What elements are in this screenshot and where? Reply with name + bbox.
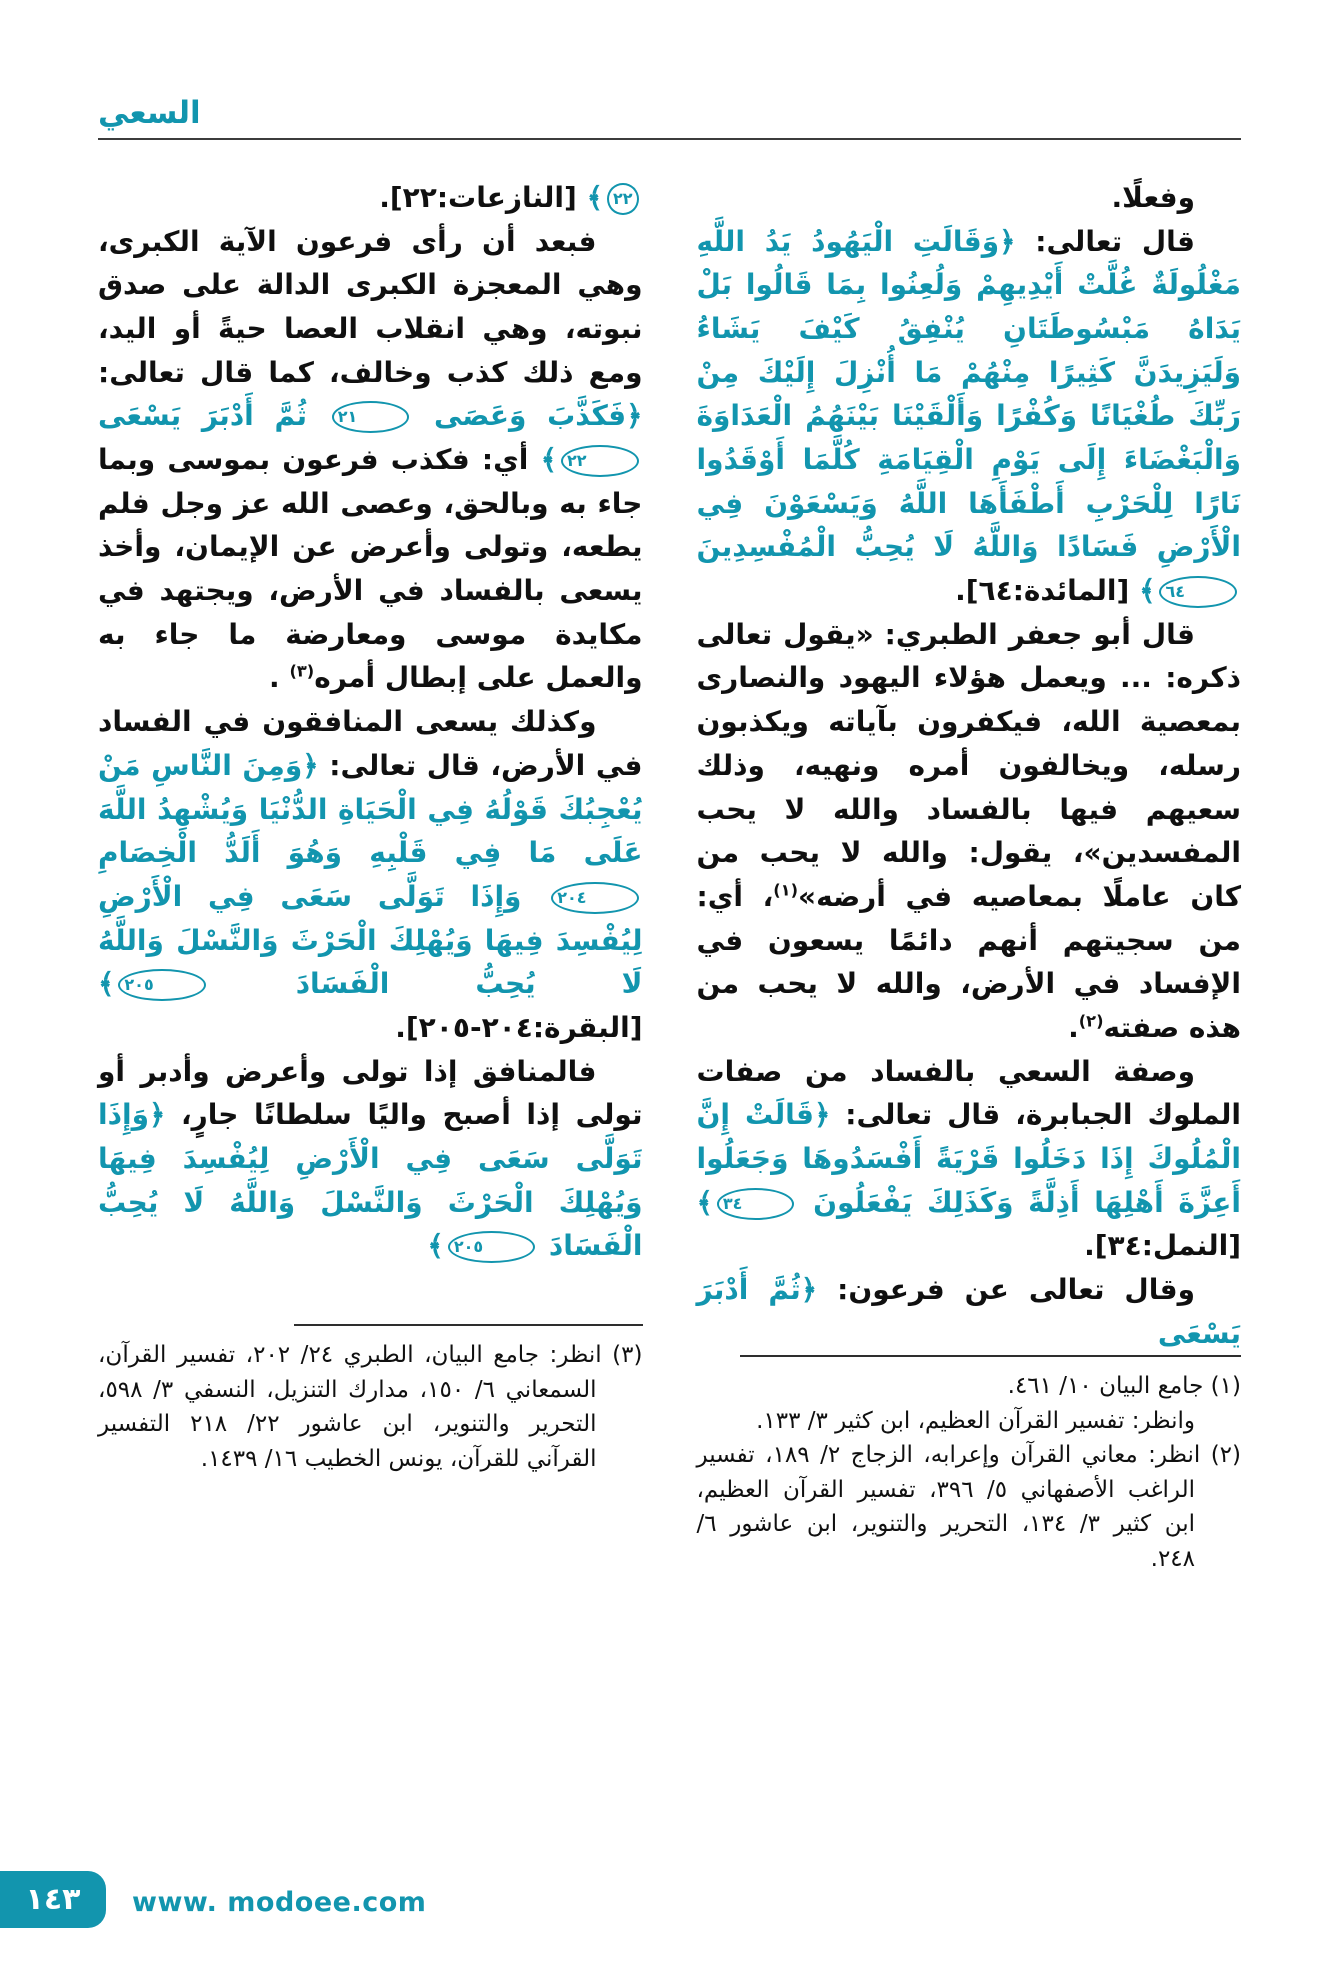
- column-left-footnotes: [98, 1324, 643, 1476]
- column-left-footnote-list: [98, 1338, 643, 1476]
- ayah-number-ornament: ٢١: [332, 401, 410, 433]
- column-right-footnotes: [697, 1355, 1242, 1576]
- ayah-number-ornament: ٢٢: [561, 445, 639, 477]
- body-text: فالمنافق إذا تولى وأعرض وأدبر أو تولى إذا أصبح واليًا سلطانًا جارٍ،: [88, 1054, 643, 1132]
- page-number: ١٤٣: [25, 1882, 81, 1917]
- website-text: www. modoee.com: [132, 1887, 427, 1918]
- quran-verse-text: ﴿قَالَتْ إِنَّ الْمُلُوكَ إِذَا دَخَلُوا قَرْيَةً أَفْسَدُوهَا وَجَعَلُوا أَعِزَّةَ أَهْلِهَا أَذِلَّةً وَكَذَلِكَ يَفْعَلُونَ: [686, 1098, 1241, 1219]
- body-text: .: [1068, 1010, 1079, 1044]
- footnote: (١) جامع البيان ١٠/ ٤٦١.: [1007, 1373, 1241, 1400]
- body-text: وكذلك يسعى المنافقون في الفساد في الأرض، قال تعالى:: [88, 705, 643, 782]
- footnote-marker: (٢): [1078, 1011, 1104, 1031]
- ayah-number-ornament: ٢٠٥: [448, 1231, 535, 1263]
- quran-verse-text: وَإِذَا تَوَلَّى سَعَى فِي الْأَرْضِ لِيُفْسِدَ فِيهَا وَيُهْلِكَ الْحَرْثَ وَالنَّسْلَ وَاللَّهُ لَا يُحِبُّ الْفَسَادَ: [88, 879, 643, 1001]
- paragraph: [686, 220, 1242, 613]
- body-text: وفعلًا.: [1111, 181, 1195, 215]
- quran-verse-text: ﴾: [1139, 574, 1156, 608]
- body-text: أي: فكذب فرعون بموسى وبما جاء به وبالحق، وعصى الله عز وجل فلم يطعه، وتولى وأعرض عن الإيمان، وأخذ يسعى بالفساد في الأرض، ويجتهد في مكايدة موسى ومعارضة ما جاء به والعمل على إبطال أمره: [88, 443, 643, 695]
- footnote: وانظر: تفسير القرآن العظيم، ابن كثير ٣/ ١٣٣.: [756, 1407, 1195, 1434]
- ayah-number-ornament: ٢٠٥: [118, 969, 205, 1001]
- two-column-text-area: [88, 176, 1242, 1572]
- paragraph: [686, 1050, 1242, 1268]
- body-text: قال أبو جعفر الطبري: «يقول تعالى ذكره: ... ويعمل هؤلاء اليهود والنصارى بمعصية الله، فيكفرون بآياته ويكذبون رسله، ويخالفون أمره ونهيه، وذلك سعيهم فيها بالفساد والله لا يحب المفسدين»، يقول: والله لا يحب من كان عاملًا بمعاصيه في أرضه»: [686, 617, 1242, 913]
- quran-verse-text: ﴾: [586, 181, 603, 215]
- paragraph: [686, 1268, 1242, 1355]
- quran-verse-text: ﴾: [98, 967, 115, 1001]
- quran-verse-text: ﴿وَقَالَتِ الْيَهُودُ يَدُ اللَّهِ مَغْلُولَةٌ غُلَّتْ أَيْدِيهِمْ وَلُعِنُوا بِمَا قَالُوا بَلْ يَدَاهُ مَبْسُوطَتَانِ يُنْفِقُ كَيْفَ يَشَاءُ وَلَيَزِيدَنَّ كَثِيرًا مِنْهُمْ مَا أُنْزِلَ إِلَيْكَ مِنْ رَبِّكَ طُغْيَانًا وَكُفْرًا وَأَلْقَيْنَا بَيْنَهُمُ الْعَدَاوَةَ وَالْبَغْضَاءَ إِلَى يَوْمِ الْقِيَامَةِ كُلَّمَا أَوْقَدُوا نَارًا لِلْحَرْبِ أَطْفَأَهَا اللَّهُ وَيَسْعَوْنَ فِي الْأَرْضِ فَسَادًا وَاللَّهُ لَا يُحِبُّ الْمُفْسِدِينَ: [686, 224, 1241, 564]
- footnote-separator-rule: [294, 1324, 642, 1326]
- quran-verse-text: ﴾: [540, 443, 557, 477]
- column-right-paragraphs: [686, 176, 1242, 1355]
- body-text: .: [269, 661, 290, 695]
- verse-reference: [البقرة:٢٠٤-٢٠٥].: [88, 967, 643, 1044]
- paragraph: [697, 176, 1242, 220]
- quran-verse-text: ﴾: [427, 1229, 444, 1263]
- quran-verse-text: ﴿ثُمَّ أَدْبَرَ يَسْعَى: [686, 1272, 1241, 1350]
- body-text: فبعد أن رأى فرعون الآية الكبرى، وهي المعجزة الكبرى الدالة على صدق نبوته، وهي انقلاب العصا حيةً أو اليد، ومع ذلك كذب وخالف، كما قال تعالى:: [88, 224, 643, 389]
- paragraph: [88, 700, 643, 1049]
- paragraph: [88, 1050, 643, 1268]
- paragraph: [88, 220, 643, 700]
- book-page: [0, 96, 1339, 1986]
- quran-verse-text: ﴾: [696, 1185, 713, 1219]
- page-number-badge: [0, 1871, 106, 1928]
- ayah-number-ornament: ٢٢: [607, 183, 639, 215]
- page-header: [98, 96, 1241, 140]
- footnote-marker: (١): [773, 880, 798, 900]
- ayah-number-ornament: ٣٤: [717, 1188, 795, 1220]
- body-text: ، أي: من سجيتهم أنهم دائمًا يسعون في الإفساد في الأرض، والله لا يحب من هذه صفته: [686, 879, 1241, 1044]
- paragraph: [686, 613, 1242, 1050]
- body-text: وقال تعالى عن فرعون:: [817, 1272, 1195, 1306]
- quran-verse-text: ثُمَّ أَدْبَرَ يَسْعَى: [88, 399, 328, 433]
- running-header-title: السعي: [98, 95, 201, 131]
- footnote: (٣) انظر: جامع البيان، الطبري ٢٤/ ٢٠٢، تفسير القرآن، السمعاني ٦/ ١٥٠، مدارك التنزيل، النسفي ٣/ ٥٩٨، التحرير والتنوير، ابن عاشور ٢٢/ ٢١٨ التفسير القرآني للقرآن، يونس الخطيب ١٦/ ١٤٣٩.: [98, 1342, 643, 1472]
- column-left: [88, 176, 643, 1476]
- body-text: قال تعالى:: [1015, 224, 1195, 258]
- body-text: وصفة السعي بالفساد من صفات الملوك الجبابرة، قال تعالى:: [686, 1054, 1242, 1132]
- footnote: (٢) انظر: معاني القرآن وإعرابه، الزجاج ٢/ ١٨٩، تفسير الراغب الأصفهاني ٥/ ٣٩٦، تفسير القرآن العظيم، ابن كثير ٣/ ١٣٤، التحرير والتنوير، ابن عاشور ٦/ ٢٤٨.: [696, 1442, 1242, 1572]
- paragraph: [98, 176, 643, 220]
- quran-verse-text: ﴿فَكَذَّبَ وَعَصَى: [413, 399, 643, 433]
- verse-reference: [النازعات:٢٢].: [379, 181, 587, 215]
- footnote-separator-rule: [740, 1355, 1241, 1357]
- verse-reference: [النمل:٣٤].: [686, 1185, 1241, 1263]
- quran-verse-text: ﴿وَمِنَ النَّاسِ مَنْ يُعْجِبُكَ قَوْلُهُ فِي الْحَيَاةِ الدُّنْيَا وَيُشْهِدُ اللَّهَ عَلَى مَا فِي قَلْبِهِ وَهُوَ أَلَدُّ الْخِصَامِ: [88, 748, 643, 870]
- column-right: [686, 176, 1242, 1572]
- column-right-footnote-list: [697, 1369, 1242, 1576]
- column-left-paragraphs: [88, 176, 643, 1268]
- ayah-number-ornament: ٢٠٤: [551, 882, 638, 914]
- verse-reference: [المائدة:٦٤].: [955, 574, 1140, 608]
- ayah-number-ornament: ٦٤: [1159, 576, 1237, 608]
- footnote-marker: (٣): [289, 662, 315, 682]
- quran-verse-text: ﴿وَإِذَا تَوَلَّى سَعَى فِي الْأَرْضِ لِيُفْسِدَ فِيهَا وَيُهْلِكَ الْحَرْثَ وَالنَّسْلَ وَاللَّهُ لَا يُحِبُّ الْفَسَادَ: [88, 1098, 643, 1263]
